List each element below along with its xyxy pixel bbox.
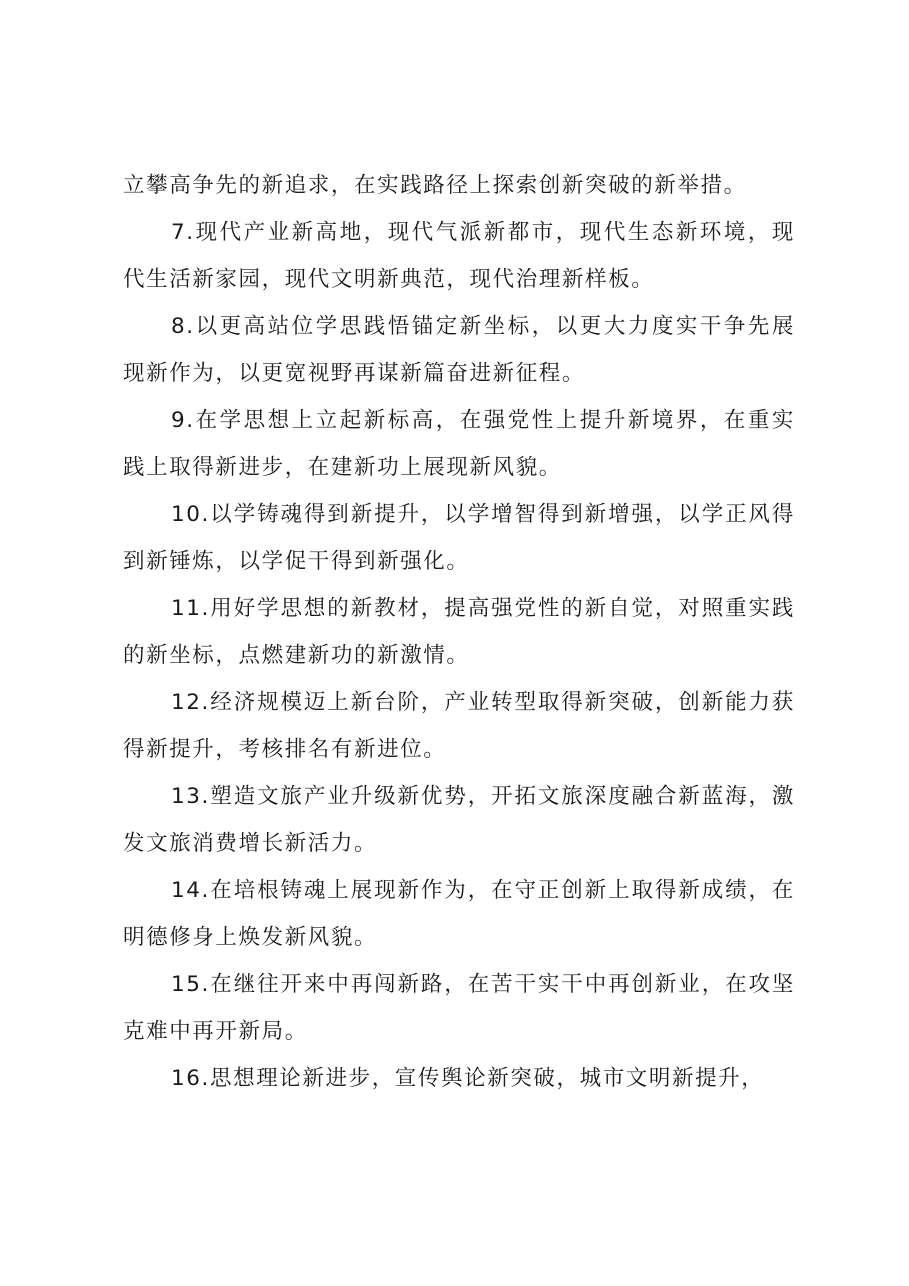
paragraph-item-16: 16.思想理论新进步，宣传舆论新突破，城市文明新提升， (171, 1066, 765, 1091)
document-body (123, 162, 795, 1102)
paragraph-item-7: 7.现代产业新高地，现代气派新都市，现代生态新环境，现代生活新家园，现代文明新典范，现代治理新样板。 (123, 220, 795, 292)
paragraph-item-10: 10.以学铸魂得到新提升，以学增智得到新增强，以学正风得到新锤炼，以学促干得到新强化。 (123, 502, 795, 574)
paragraph-item-14: 14.在培根铸魂上展现新作为，在守正创新上取得新成绩，在明德修身上焕发新风貌。 (123, 878, 795, 950)
paragraph-item-15: 15.在继往开来中再闯新路，在苦干实干中再创新业，在攻坚克难中再开新局。 (123, 972, 795, 1044)
paragraph-item-11: 11.用好学思想的新教材，提高强党性的新自觉，对照重实践的新坐标，点燃建新功的新激情。 (123, 596, 795, 668)
paragraph-item-13: 13.塑造文旅产业升级新优势，开拓文旅深度融合新蓝海，激发文旅消费增长新活力。 (123, 784, 795, 856)
paragraph-continuation: 立攀高争先的新追求，在实践路径上探索创新突破的新举措。 (123, 173, 747, 198)
paragraph-item-9: 9.在学思想上立起新标高，在强党性上提升新境界，在重实践上取得新进步，在建新功上展现新风貌。 (123, 408, 795, 480)
paragraph-item-12: 12.经济规模迈上新台阶，产业转型取得新突破，创新能力获得新提升，考核排名有新进位。 (123, 690, 795, 762)
paragraph-item-8: 8.以更高站位学思践悟锚定新坐标，以更大力度实干争先展现新作为，以更宽视野再谋新篇奋进新征程。 (123, 314, 795, 386)
